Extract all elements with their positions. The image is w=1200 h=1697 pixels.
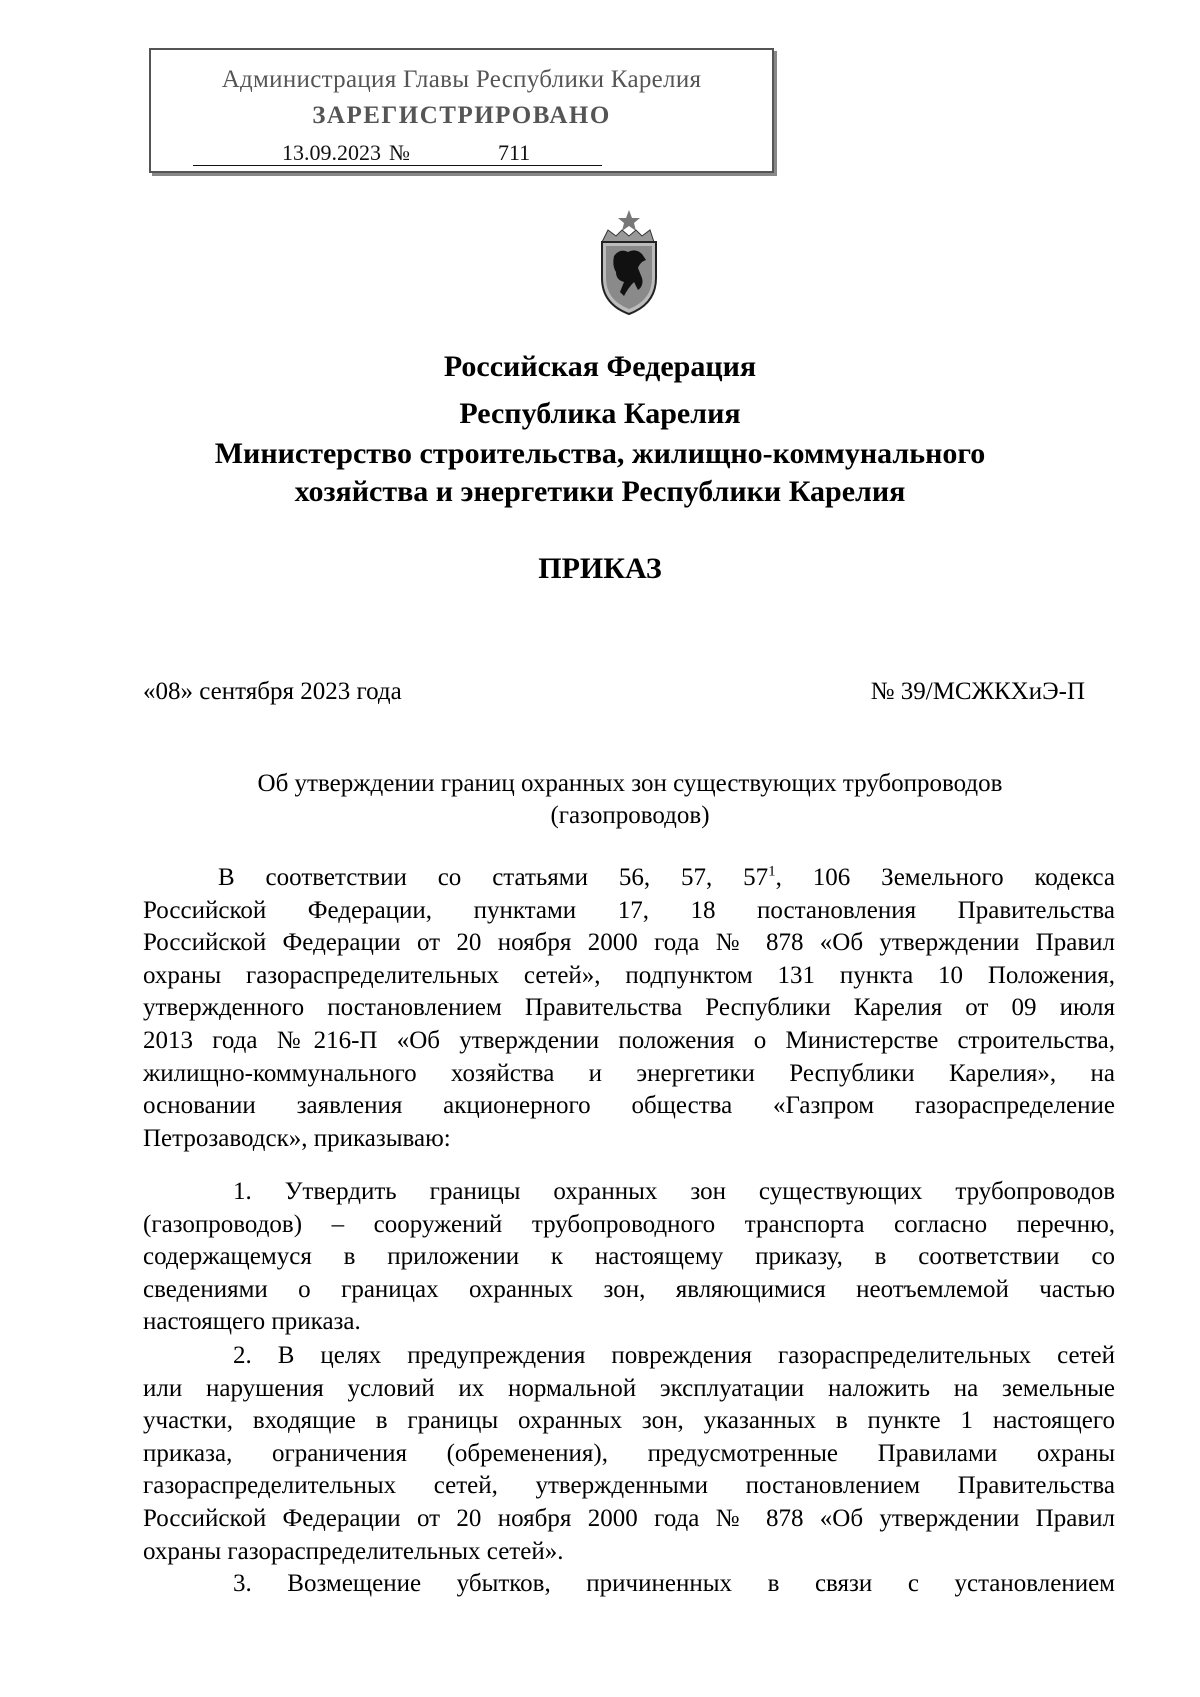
stamp-registration-line — [193, 140, 602, 166]
document-type-title: ПРИКАЗ — [538, 552, 662, 585]
item-2-line: приказа, ограничения (обременения), предусмотренные Правилами охраны — [143, 1439, 1115, 1467]
header-republic: Республика Карелия — [459, 397, 741, 430]
preamble-line: утвержденного постановлением Правительства Республики Карелия от 09 июля — [143, 994, 1115, 1022]
order-subject — [150, 768, 1110, 832]
preamble-line: В соответствии со статьями 56, 57, $57^1$, 106 Земельного кодекса — [218, 863, 1115, 891]
registration-stamp — [149, 48, 774, 173]
order-number: № 39/МСЖКХиЭ-П — [870, 678, 1085, 705]
item-1-line: (газопроводов) – сооружений трубопроводного транспорта согласно перечню, — [143, 1210, 1115, 1238]
item-3-line: 3. Возмещение убытков, причиненных в связи с установлением — [233, 1570, 1115, 1597]
stamp-number: 711 — [410, 141, 602, 166]
header-ministry-line1: Министерство строительства, жилищно-коммунального — [214, 437, 986, 470]
stamp-organization: Администрация Главы Республики Карелия — [221, 66, 702, 93]
preamble-paragraph — [143, 862, 1115, 1155]
item-1-line: сведениями о границах охранных зон, являющимися неотъемлемой частью — [143, 1275, 1115, 1303]
stamp-status: ЗАРЕГИСТРИРОВАНО — [312, 102, 611, 129]
header-ministry-line2: хозяйства и энергетики Республики Карелия — [294, 475, 906, 508]
item-1-line: 1. Утвердить границы охранных зон существующих трубопроводов — [233, 1178, 1115, 1205]
preamble-line: Петрозаводск», приказываю: — [143, 1124, 451, 1152]
item-2-line: или нарушения условий их нормальной эксплуатации наложить на земельные — [143, 1374, 1115, 1402]
item-2-line: газораспределительных сетей, утвержденными постановлением Правительства — [143, 1472, 1115, 1500]
subject-line-2: (газопроводов) — [550, 802, 710, 829]
order-date: «08» сентября 2023 года — [143, 678, 402, 705]
item-2-line: Российской Федерации от 20 ноября 2000 года № 878 «Об утверждении Правил — [143, 1504, 1115, 1532]
preamble-line: 2013 года №216-П «Об утверждении положения о Министерстве строительства, — [143, 1026, 1115, 1054]
item-1-line: настоящего приказа. — [143, 1308, 361, 1336]
item-2-line: участки, входящие в границы охранных зон, указанных в пункте 1 настоящего — [143, 1407, 1115, 1435]
preamble-line: охраны газораспределительных сетей», подпунктом 131 пункта 10 Положения, — [143, 961, 1115, 989]
stamp-date: 13.09.2023 — [193, 141, 389, 166]
item-3-paragraph — [143, 1568, 1115, 1601]
preamble-line: жилищно-коммунального хозяйства и энергетики Республики Карелия», на — [143, 1059, 1115, 1087]
item-2-paragraph — [143, 1340, 1115, 1568]
item-1-paragraph — [143, 1176, 1115, 1339]
item-1-line: содержащемуся в приложении к настоящему приказу, в соответствии со — [143, 1243, 1115, 1271]
item-2-line: 2. В целях предупреждения повреждения газораспределительных сетей — [233, 1342, 1115, 1369]
preamble-line: основании заявления акционерного общества «Газпром газораспределение — [143, 1092, 1115, 1120]
stamp-number-label: № — [389, 140, 410, 165]
preamble-line: Российской Федерации от 20 ноября 2000 года № 878 «Об утверждении Правил — [143, 929, 1115, 957]
item-2-line: охраны газораспределительных сетей». — [143, 1537, 564, 1565]
preamble-line: Российской Федерации, пунктами 17, 18 постановления Правительства — [143, 896, 1115, 924]
karelia-coat-of-arms-icon — [594, 208, 664, 318]
subject-line-1: Об утверждении границ охранных зон существующих трубопроводов — [257, 770, 1003, 797]
header-country: Российская Федерация — [443, 350, 757, 383]
